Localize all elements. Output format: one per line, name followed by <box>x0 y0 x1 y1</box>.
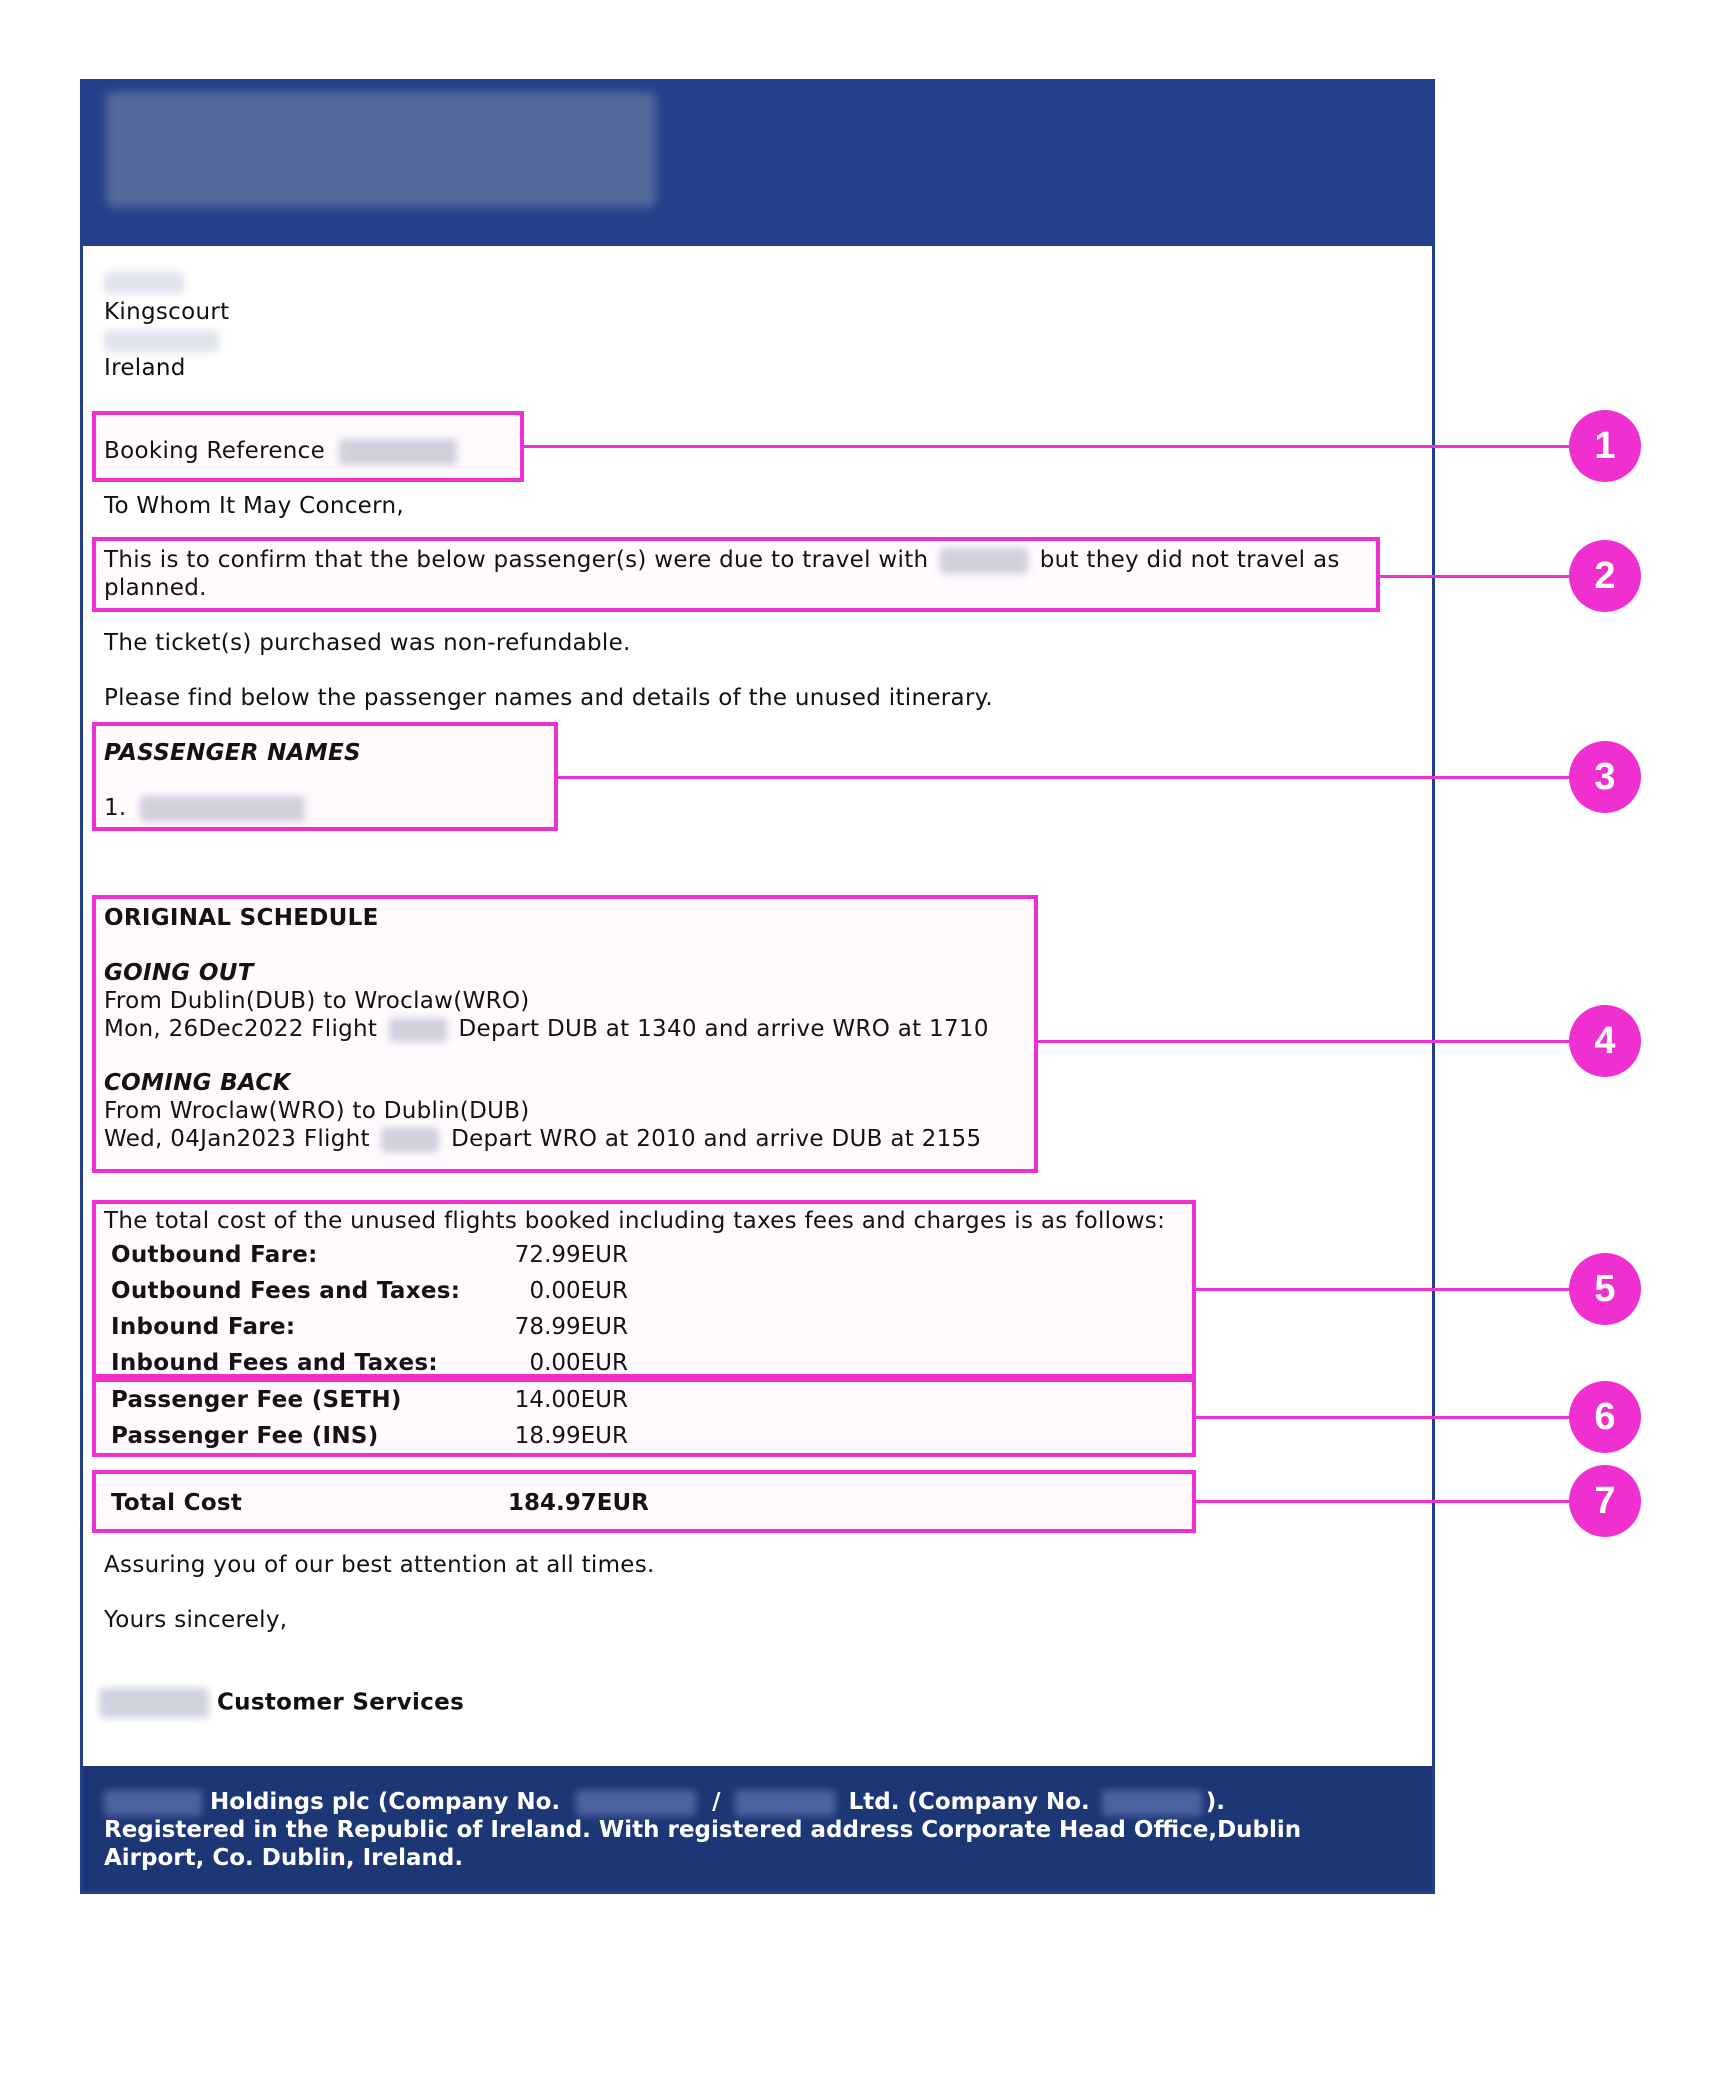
leader-line-5 <box>1196 1288 1600 1291</box>
signature-suffix: Customer Services <box>217 1689 465 1716</box>
marker-4: 4 <box>1569 1005 1641 1077</box>
coming-back-times: Depart WRO at 2010 and arrive DUB at 2155 <box>451 1126 982 1152</box>
marker-5: 5 <box>1569 1253 1641 1325</box>
cost-label-inbound-fare: Inbound Fare: <box>111 1314 296 1340</box>
cost-label-outbound-fare: Outbound Fare: <box>111 1242 318 1268</box>
footer-airline-redacted-2 <box>735 1790 835 1816</box>
address-name-redacted <box>104 268 184 296</box>
booking-reference-label: Booking Reference <box>104 438 326 464</box>
leader-line-4 <box>1038 1040 1600 1043</box>
leader-line-1 <box>524 445 1600 448</box>
leader-line-3 <box>558 776 1600 779</box>
airline-signature-redacted <box>99 1688 209 1718</box>
going-out-heading: GOING OUT <box>104 960 254 986</box>
address-town: Kingscourt <box>104 299 230 325</box>
cost-value-outbound-fare: 72.99EUR <box>514 1242 628 1268</box>
highlight-box-2 <box>92 537 1380 612</box>
total-cost-label: Total Cost <box>111 1490 243 1516</box>
leader-line-6 <box>1196 1416 1600 1419</box>
confirm-text-a: This is to confirm that the below passenger(s) were due to travel with <box>104 547 929 573</box>
footer-close: ). <box>1205 1789 1226 1815</box>
confirm-line-2: planned. <box>104 575 207 601</box>
coming-back-route: From Wroclaw(WRO) to Dublin(DUB) <box>104 1098 530 1124</box>
leader-line-2 <box>1380 575 1600 578</box>
footer-airline-redacted-1 <box>104 1790 202 1816</box>
passenger-index: 1. <box>104 795 127 821</box>
highlight-box-3 <box>92 722 558 831</box>
marker-2: 2 <box>1569 540 1641 612</box>
footer-ltd: Ltd. (Company No. <box>848 1789 1090 1815</box>
going-out-times: Depart DUB at 1340 and arrive WRO at 1710 <box>458 1016 989 1042</box>
cost-value-passenger-fee-ins: 18.99EUR <box>514 1423 628 1449</box>
highlight-box-7 <box>92 1470 1196 1533</box>
leader-line-7 <box>1196 1500 1600 1503</box>
marker-1: 1 <box>1569 410 1641 482</box>
redacted-logo <box>106 92 656 207</box>
cost-value-inbound-fare: 78.99EUR <box>514 1314 628 1340</box>
marker-7: 7 <box>1569 1465 1641 1537</box>
passenger-names-heading: PASSENGER NAMES <box>104 740 361 766</box>
highlight-box-1 <box>92 411 524 482</box>
cost-value-outbound-fees: 0.00EUR <box>529 1278 628 1304</box>
footer-company-no-redacted-2 <box>1102 1790 1202 1816</box>
footer-holdings: Holdings plc (Company No. <box>210 1789 561 1815</box>
signature <box>99 1688 464 1718</box>
cost-intro: The total cost of the unused flights booked including taxes fees and charges is as follows: <box>104 1208 1166 1234</box>
cost-label-passenger-fee-seth: Passenger Fee (SETH) <box>111 1387 402 1413</box>
find-below-note: Please find below the passenger names and details of the unused itinerary. <box>104 685 993 711</box>
coming-back-date-flight: Wed, 04Jan2023 Flight <box>104 1126 370 1152</box>
total-cost-value: 184.97EUR <box>508 1490 649 1516</box>
coming-back-heading: COMING BACK <box>104 1070 291 1096</box>
highlight-box-6 <box>92 1378 1196 1457</box>
marker-6: 6 <box>1569 1381 1641 1453</box>
address-postcode-redacted <box>104 326 219 354</box>
cost-value-inbound-fees: 0.00EUR <box>529 1350 628 1376</box>
cost-label-inbound-fees: Inbound Fees and Taxes: <box>111 1350 438 1376</box>
non-refundable-note: The ticket(s) purchased was non-refundable. <box>104 630 631 656</box>
marker-3: 3 <box>1569 741 1641 813</box>
highlight-box-5 <box>92 1200 1196 1378</box>
going-out-route: From Dublin(DUB) to Wroclaw(WRO) <box>104 988 530 1014</box>
sign-off: Yours sincerely, <box>104 1607 288 1633</box>
highlight-box-4 <box>92 895 1038 1173</box>
greeting: To Whom It May Concern, <box>104 493 404 519</box>
cost-value-passenger-fee-seth: 14.00EUR <box>514 1387 628 1413</box>
footer-line-1 <box>104 1788 1225 1816</box>
address-country: Ireland <box>104 355 186 381</box>
assurance-line: Assuring you of our best attention at all times. <box>104 1552 655 1578</box>
footer-slash: / <box>712 1789 721 1815</box>
footer-company-no-redacted-1 <box>576 1790 696 1816</box>
cost-label-outbound-fees: Outbound Fees and Taxes: <box>111 1278 461 1304</box>
going-out-date-flight: Mon, 26Dec2022 Flight <box>104 1016 378 1042</box>
schedule-heading: ORIGINAL SCHEDULE <box>104 905 379 931</box>
footer-line-3: Airport, Co. Dublin, Ireland. <box>104 1845 464 1871</box>
footer-line-2: Registered in the Republic of Ireland. With registered address Corporate Head Office,Dublin <box>104 1817 1302 1843</box>
confirm-text-b: but they did not travel as <box>1039 547 1340 573</box>
cost-label-passenger-fee-ins: Passenger Fee (INS) <box>111 1423 379 1449</box>
